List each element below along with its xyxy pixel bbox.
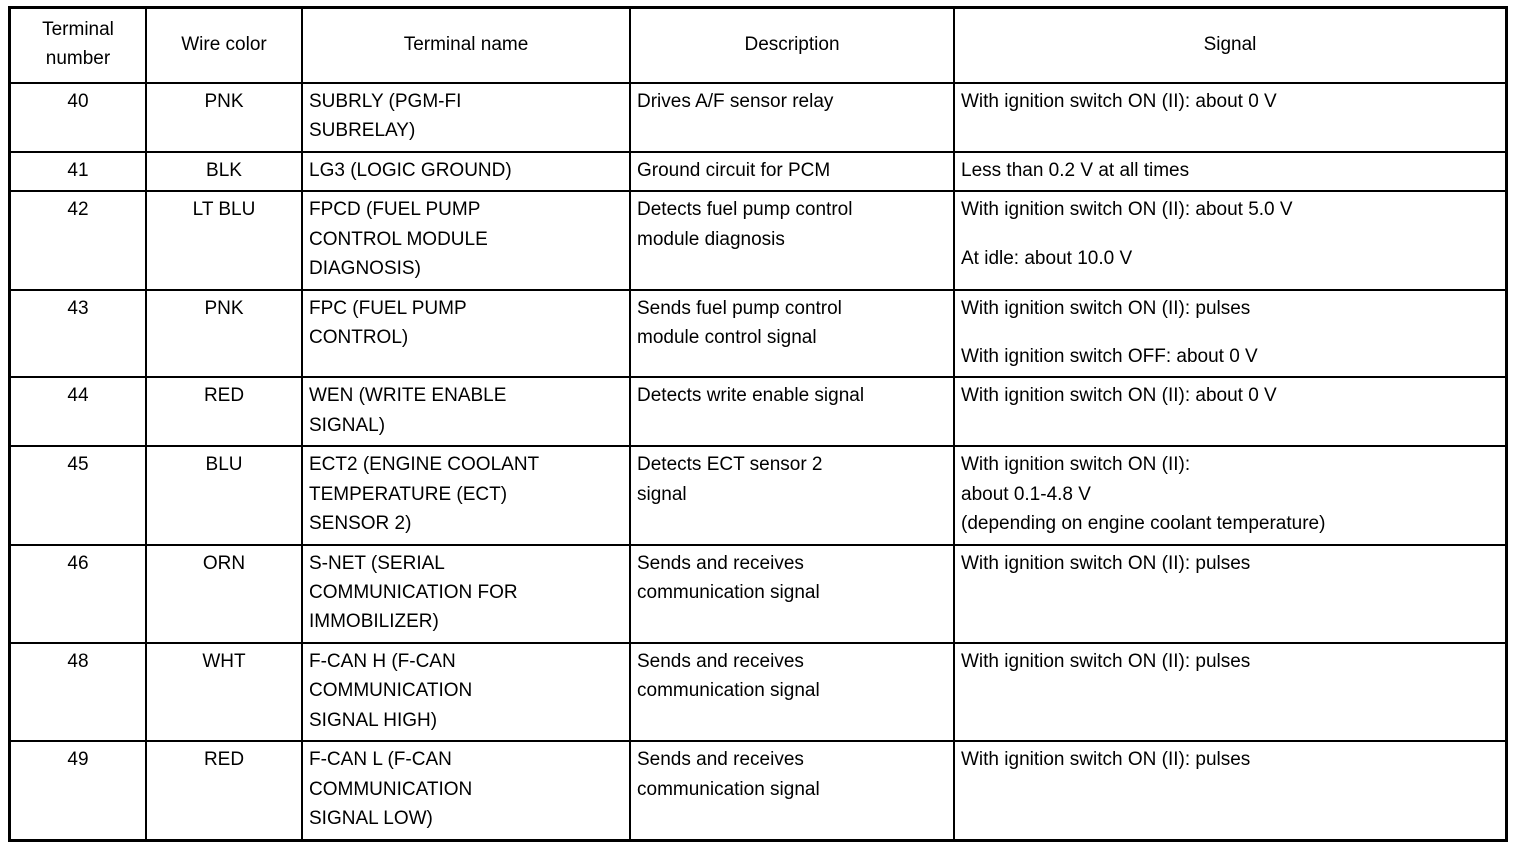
- table-header: [10, 8, 1507, 83]
- cell-terminal-number-line: 43: [67, 297, 89, 319]
- cell-wire-color-line: PNK: [204, 297, 244, 319]
- cell-signal-line: With ignition switch ON (II):: [961, 454, 1191, 476]
- cell-signal-line: With ignition switch ON (II): about 0 V: [961, 385, 1277, 407]
- cell-terminal-name-line: CONTROL MODULE: [309, 228, 488, 250]
- cell-signal-line: [961, 323, 1499, 342]
- cell-terminal-number: [10, 741, 147, 840]
- cell-description: [630, 152, 954, 191]
- cell-description-line: Detects ECT sensor 2: [637, 454, 823, 476]
- table-row: [10, 290, 1507, 378]
- column-header-terminal-name-line: Terminal name: [403, 33, 529, 55]
- cell-description: [630, 643, 954, 741]
- cell-terminal-number: [10, 545, 147, 643]
- cell-description: [630, 446, 954, 544]
- cell-description-line: Drives A/F sensor relay: [637, 90, 834, 112]
- column-header-description: [630, 8, 954, 83]
- cell-description-line: signal: [637, 483, 687, 505]
- cell-terminal-name-line: COMMUNICATION FOR: [309, 582, 518, 603]
- cell-description-line: Sends and receives: [637, 552, 804, 574]
- cell-terminal-name-line: FPC (FUEL PUMP: [309, 297, 467, 319]
- cell-wire-color-line: ORN: [202, 552, 246, 574]
- cell-terminal-name-line: CONTROL): [309, 326, 409, 348]
- cell-signal-line: about 0.1-4.8 V: [961, 483, 1091, 505]
- cell-terminal-name-line: IMMOBILIZER): [309, 611, 439, 633]
- cell-terminal-number: [10, 446, 147, 544]
- cell-wire-color-line: LT BLU: [192, 199, 256, 221]
- cell-wire-color-line: RED: [203, 385, 245, 407]
- cell-signal: [954, 191, 1507, 289]
- cell-terminal-name-line: LG3 (LOGIC GROUND): [309, 159, 512, 181]
- column-header-terminal-number: [10, 8, 147, 83]
- cell-wire-color: [146, 191, 302, 289]
- table-row: [10, 83, 1507, 152]
- cell-terminal-name-line: DIAGNOSIS): [309, 258, 421, 280]
- cell-terminal-number-line: 44: [67, 385, 89, 407]
- cell-terminal-number: [10, 152, 147, 191]
- table-header-row: [10, 8, 1507, 83]
- column-header-terminal-number-line: Terminal: [42, 19, 114, 40]
- cell-terminal-name-line: SIGNAL HIGH): [309, 709, 438, 731]
- cell-terminal-name-line: SUBRELAY): [309, 120, 416, 142]
- cell-terminal-name-line: F-CAN L (F-CAN: [309, 749, 452, 771]
- cell-wire-color: [146, 377, 302, 446]
- cell-wire-color: [146, 290, 302, 378]
- cell-terminal-number-line: 42: [67, 199, 89, 221]
- cell-terminal-number: [10, 290, 147, 378]
- column-header-signal-line: Signal: [1203, 33, 1257, 55]
- table-row: [10, 377, 1507, 446]
- table-body: [10, 83, 1507, 840]
- cell-signal: [954, 545, 1507, 643]
- cell-signal-line: With ignition switch ON (II): pulses: [961, 650, 1251, 672]
- cell-terminal-name: [302, 152, 630, 191]
- cell-description-line: Sends and receives: [637, 650, 804, 672]
- column-header-terminal-number-line: number: [45, 48, 111, 70]
- terminal-connector-table: [8, 6, 1508, 842]
- cell-terminal-number-line: 48: [67, 650, 89, 672]
- cell-terminal-number: [10, 191, 147, 289]
- cell-wire-color-line: WHT: [202, 650, 246, 672]
- cell-terminal-number-line: 49: [67, 749, 89, 771]
- cell-terminal-number-line: 45: [67, 454, 89, 476]
- cell-signal-line: With ignition switch ON (II): about 5.0 V: [961, 199, 1293, 221]
- cell-wire-color: [146, 446, 302, 544]
- cell-terminal-name: [302, 741, 630, 840]
- cell-wire-color-line: RED: [203, 749, 245, 771]
- cell-terminal-name: [302, 643, 630, 741]
- cell-terminal-name-line: SUBRLY (PGM-FI: [309, 90, 462, 112]
- cell-signal: [954, 446, 1507, 544]
- cell-terminal-name-line: TEMPERATURE (ECT): [309, 483, 508, 505]
- cell-terminal-number: [10, 83, 147, 152]
- cell-wire-color-line: BLU: [205, 454, 243, 476]
- cell-signal: [954, 377, 1507, 446]
- cell-description-line: module control signal: [637, 326, 817, 348]
- cell-terminal-number-line: 46: [67, 552, 89, 574]
- table-row: [10, 545, 1507, 643]
- cell-terminal-name-line: SENSOR 2): [309, 513, 412, 535]
- cell-wire-color: [146, 83, 302, 152]
- cell-description: [630, 741, 954, 840]
- cell-terminal-name-line: COMMUNICATION: [309, 680, 473, 702]
- cell-terminal-name-line: WEN (WRITE ENABLE: [309, 385, 507, 407]
- cell-description: [630, 191, 954, 289]
- cell-signal-line: Less than 0.2 V at all times: [961, 159, 1190, 181]
- cell-signal-line: At idle: about 10.0 V: [961, 247, 1133, 269]
- cell-wire-color: [146, 741, 302, 840]
- column-header-terminal-name: [302, 8, 630, 83]
- cell-signal: [954, 643, 1507, 741]
- cell-terminal-number-line: 41: [67, 159, 89, 181]
- cell-wire-color: [146, 643, 302, 741]
- cell-wire-color: [146, 152, 302, 191]
- cell-description-line: communication signal: [637, 582, 820, 603]
- cell-terminal-name: [302, 545, 630, 643]
- cell-signal: [954, 290, 1507, 378]
- cell-description-line: Detects write enable signal: [637, 385, 865, 407]
- cell-terminal-name-line: S-NET (SERIAL: [309, 552, 445, 574]
- cell-signal-line: With ignition switch ON (II): pulses: [961, 552, 1251, 574]
- cell-description: [630, 545, 954, 643]
- cell-terminal-number-line: 40: [67, 90, 89, 112]
- cell-terminal-name-line: SIGNAL): [309, 414, 386, 436]
- column-header-wire-color-line: Wire color: [181, 33, 267, 55]
- cell-terminal-name: [302, 290, 630, 378]
- cell-signal: [954, 83, 1507, 152]
- cell-terminal-name: [302, 377, 630, 446]
- table-row: [10, 643, 1507, 741]
- cell-description-line: module diagnosis: [637, 228, 785, 250]
- table-row: [10, 446, 1507, 544]
- cell-description: [630, 290, 954, 378]
- cell-wire-color: [146, 545, 302, 643]
- cell-wire-color-line: PNK: [204, 90, 244, 112]
- cell-signal-line: With ignition switch ON (II): pulses: [961, 749, 1251, 771]
- cell-description-line: Ground circuit for PCM: [637, 159, 831, 181]
- cell-terminal-name: [302, 83, 630, 152]
- cell-terminal-name-line: F-CAN H (F-CAN: [309, 650, 456, 672]
- table-row: [10, 741, 1507, 840]
- column-header-description-line: Description: [744, 33, 840, 55]
- cell-terminal-number: [10, 643, 147, 741]
- cell-description: [630, 377, 954, 446]
- column-header-signal: [954, 8, 1507, 83]
- cell-description: [630, 83, 954, 152]
- cell-signal: [954, 152, 1507, 191]
- cell-signal-line: With ignition switch OFF: about 0 V: [961, 345, 1258, 367]
- cell-description-line: communication signal: [637, 778, 820, 800]
- cell-description-line: communication signal: [637, 680, 820, 702]
- cell-terminal-name: [302, 191, 630, 289]
- cell-terminal-name-line: FPCD (FUEL PUMP: [309, 199, 481, 221]
- cell-terminal-name-line: COMMUNICATION: [309, 778, 473, 800]
- cell-signal-line: [961, 225, 1499, 244]
- cell-description-line: Sends fuel pump control: [637, 297, 842, 319]
- cell-wire-color-line: BLK: [206, 159, 242, 181]
- cell-description-line: Sends and receives: [637, 749, 804, 771]
- cell-signal-line: With ignition switch ON (II): about 0 V: [961, 90, 1277, 112]
- cell-signal-line: With ignition switch ON (II): pulses: [961, 297, 1251, 319]
- cell-terminal-number: [10, 377, 147, 446]
- cell-terminal-name-line: ECT2 (ENGINE COOLANT: [309, 454, 540, 476]
- cell-signal: [954, 741, 1507, 840]
- cell-signal-line: (depending on engine coolant temperature): [961, 513, 1326, 535]
- table-row: [10, 191, 1507, 289]
- cell-terminal-name-line: SIGNAL LOW): [309, 808, 433, 830]
- column-header-wire-color: [146, 8, 302, 83]
- table-row: [10, 152, 1507, 191]
- cell-terminal-name: [302, 446, 630, 544]
- cell-description-line: Detects fuel pump control: [637, 199, 853, 221]
